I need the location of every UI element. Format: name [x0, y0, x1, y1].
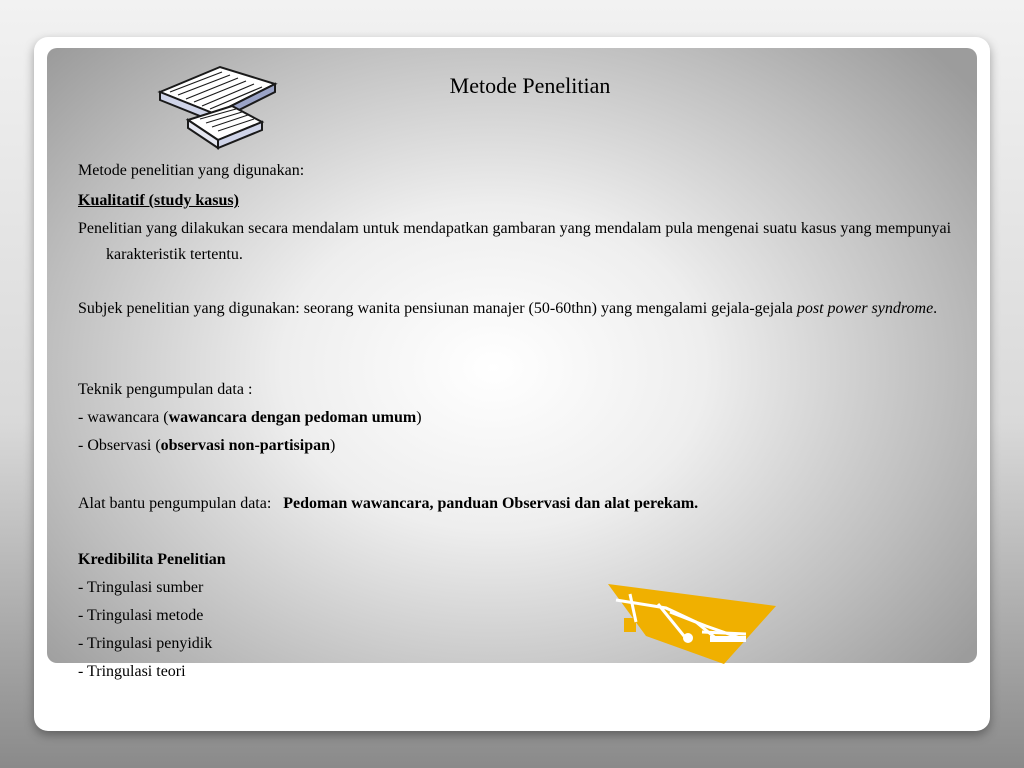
intro-line: Metode penelitian yang digunakan: [78, 162, 305, 179]
tools-line: Alat bantu pengumpulan data: Pedoman wawancara, panduan Observasi dan alat perekam. [78, 495, 699, 512]
technique-heading: Teknik pengumpulan data : [78, 381, 253, 398]
credibility-item: - Tringulasi penyidik [78, 635, 213, 652]
credibility-item: - Tringulasi teori [78, 663, 186, 680]
credibility-heading: Kredibilita Penelitian [78, 551, 226, 568]
credibility-item: - Tringulasi metode [78, 607, 204, 624]
slide-title: Metode Penelitian [449, 73, 611, 98]
construction-crane-icon [606, 582, 778, 666]
method-heading: Kualitatif (study kasus) [78, 192, 239, 209]
method-description: Penelitian yang dilakukan secara mendalam untuk mendapatkan gambaran yang mendalam pula mengenai suatu kasus yang mempunyai karakteristik tertentu. [78, 220, 952, 263]
credibility-item: - Tringulasi sumber [78, 579, 204, 596]
technique-item-2: - Observasi (observasi non-partisipan) [78, 437, 336, 454]
subject-paragraph: Subjek penelitian yang digunakan: seorang wanita pensiunan manajer (50-60thn) yang mengalami gejala-gejala post power syndrome. [78, 300, 938, 317]
technique-item-1: - wawancara (wawancara dengan pedoman umum) [78, 409, 422, 426]
stacked-documents-icon [150, 62, 282, 154]
